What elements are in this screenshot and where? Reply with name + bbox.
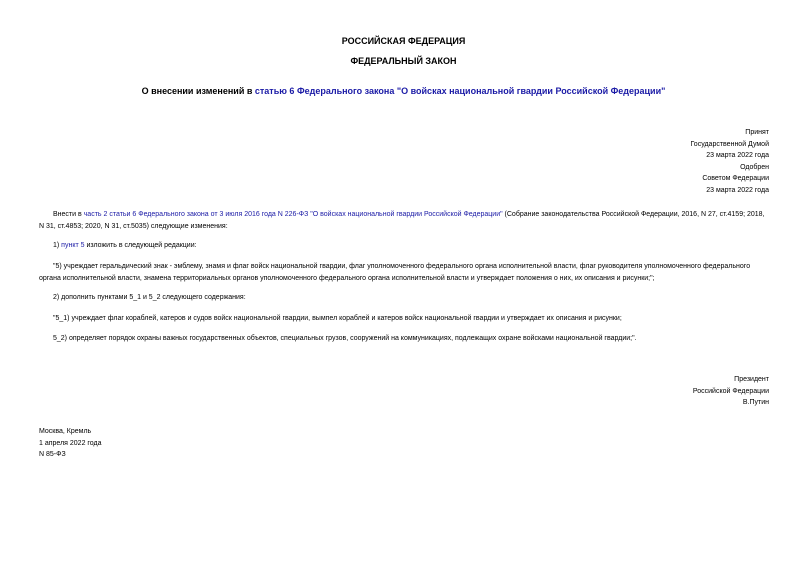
adoption-line: Принят [745,129,769,136]
item1-suffix: изложить в следующей редакции: [84,242,197,249]
item2-text: 2) дополнить пунктами 5_1 и 5_2 следующего содержания: [53,294,246,301]
adoption-line: Советом Федерации [702,175,769,182]
law-title-link[interactable]: статью 6 Федерального закона "О войсках национальной гвардии Российской Федерации" [254,86,666,96]
paragraph-intro [39,209,769,232]
president-signature-block [693,374,769,409]
adoption-line: 23 марта 2022 года [706,186,769,194]
paragraph-item-5-1 [39,313,769,325]
paragraph-item-2 [39,292,769,304]
intro-suffix: (Собрание законодательства Российской Федерации, 2016, N 27, ст.4159; 2018, N 31, ст.4853; 2020, N 31, ст.5035) следующие изменения: [39,211,765,230]
item1-link[interactable]: пункт 5 [61,242,85,249]
adoption-line: Одобрен [740,163,769,171]
header-law-type: ФЕДЕРАЛЬНЫЙ ЗАКОН [350,56,457,66]
intro-link[interactable]: часть 2 статьи 6 Федерального закона от 3 июля 2016 года N 226-ФЗ "О войсках национальной гвардии Российской Федерации" [83,211,503,218]
law-title [0,86,807,96]
adoption-line: 23 марта 2022 года [706,152,769,159]
item5-2-text: 5_2) определяет порядок охраны важных государственных объектов, специальных грузов, сооружений на коммуникациях, подлежащих охране войсками национальной гвардии;". [53,335,637,342]
intro-prefix: Внести в [53,211,84,218]
paragraph-item-5-text [39,261,769,284]
header-country: РОССИЙСКАЯ ФЕДЕРАЦИЯ [341,36,466,46]
law-title-prefix: О внесении изменений в [141,86,255,96]
item5-1-text: "5_1) учреждает флаг кораблей, катеров и судов войск национальной гвардии, вымпел кораблей и катеров войск национальной гвардии и утверждает их описания и рисунки; [53,315,622,322]
signing-line: Москва, Кремль [39,428,92,435]
president-line: Российской Федерации [692,387,769,395]
signing-place-block [39,426,102,461]
president-line: В.Путин [742,399,769,406]
signing-line: 1 апреля 2022 года [39,439,102,447]
paragraph-item-5-2 [39,333,769,345]
item1-prefix: 1) [53,242,62,249]
adoption-block [690,127,769,196]
signing-line: N 85-ФЗ [39,451,66,458]
president-line: Президент [734,376,769,383]
paragraph-item-1 [39,240,769,252]
item5-text: "5) учреждает геральдический знак - эмблему, знамя и флаг войск национальной гвардии, флаг уполномоченного федерального органа исполнительной власти, флаг руководителя уполномоченного федерального органа исполнительной власти, знамена территориальных органов уполномоченного федерального органа исполнительной власти и утверждает положения о них, их описания и рисунки;"; [39,263,751,282]
adoption-line: Государственной Думой [690,140,769,148]
